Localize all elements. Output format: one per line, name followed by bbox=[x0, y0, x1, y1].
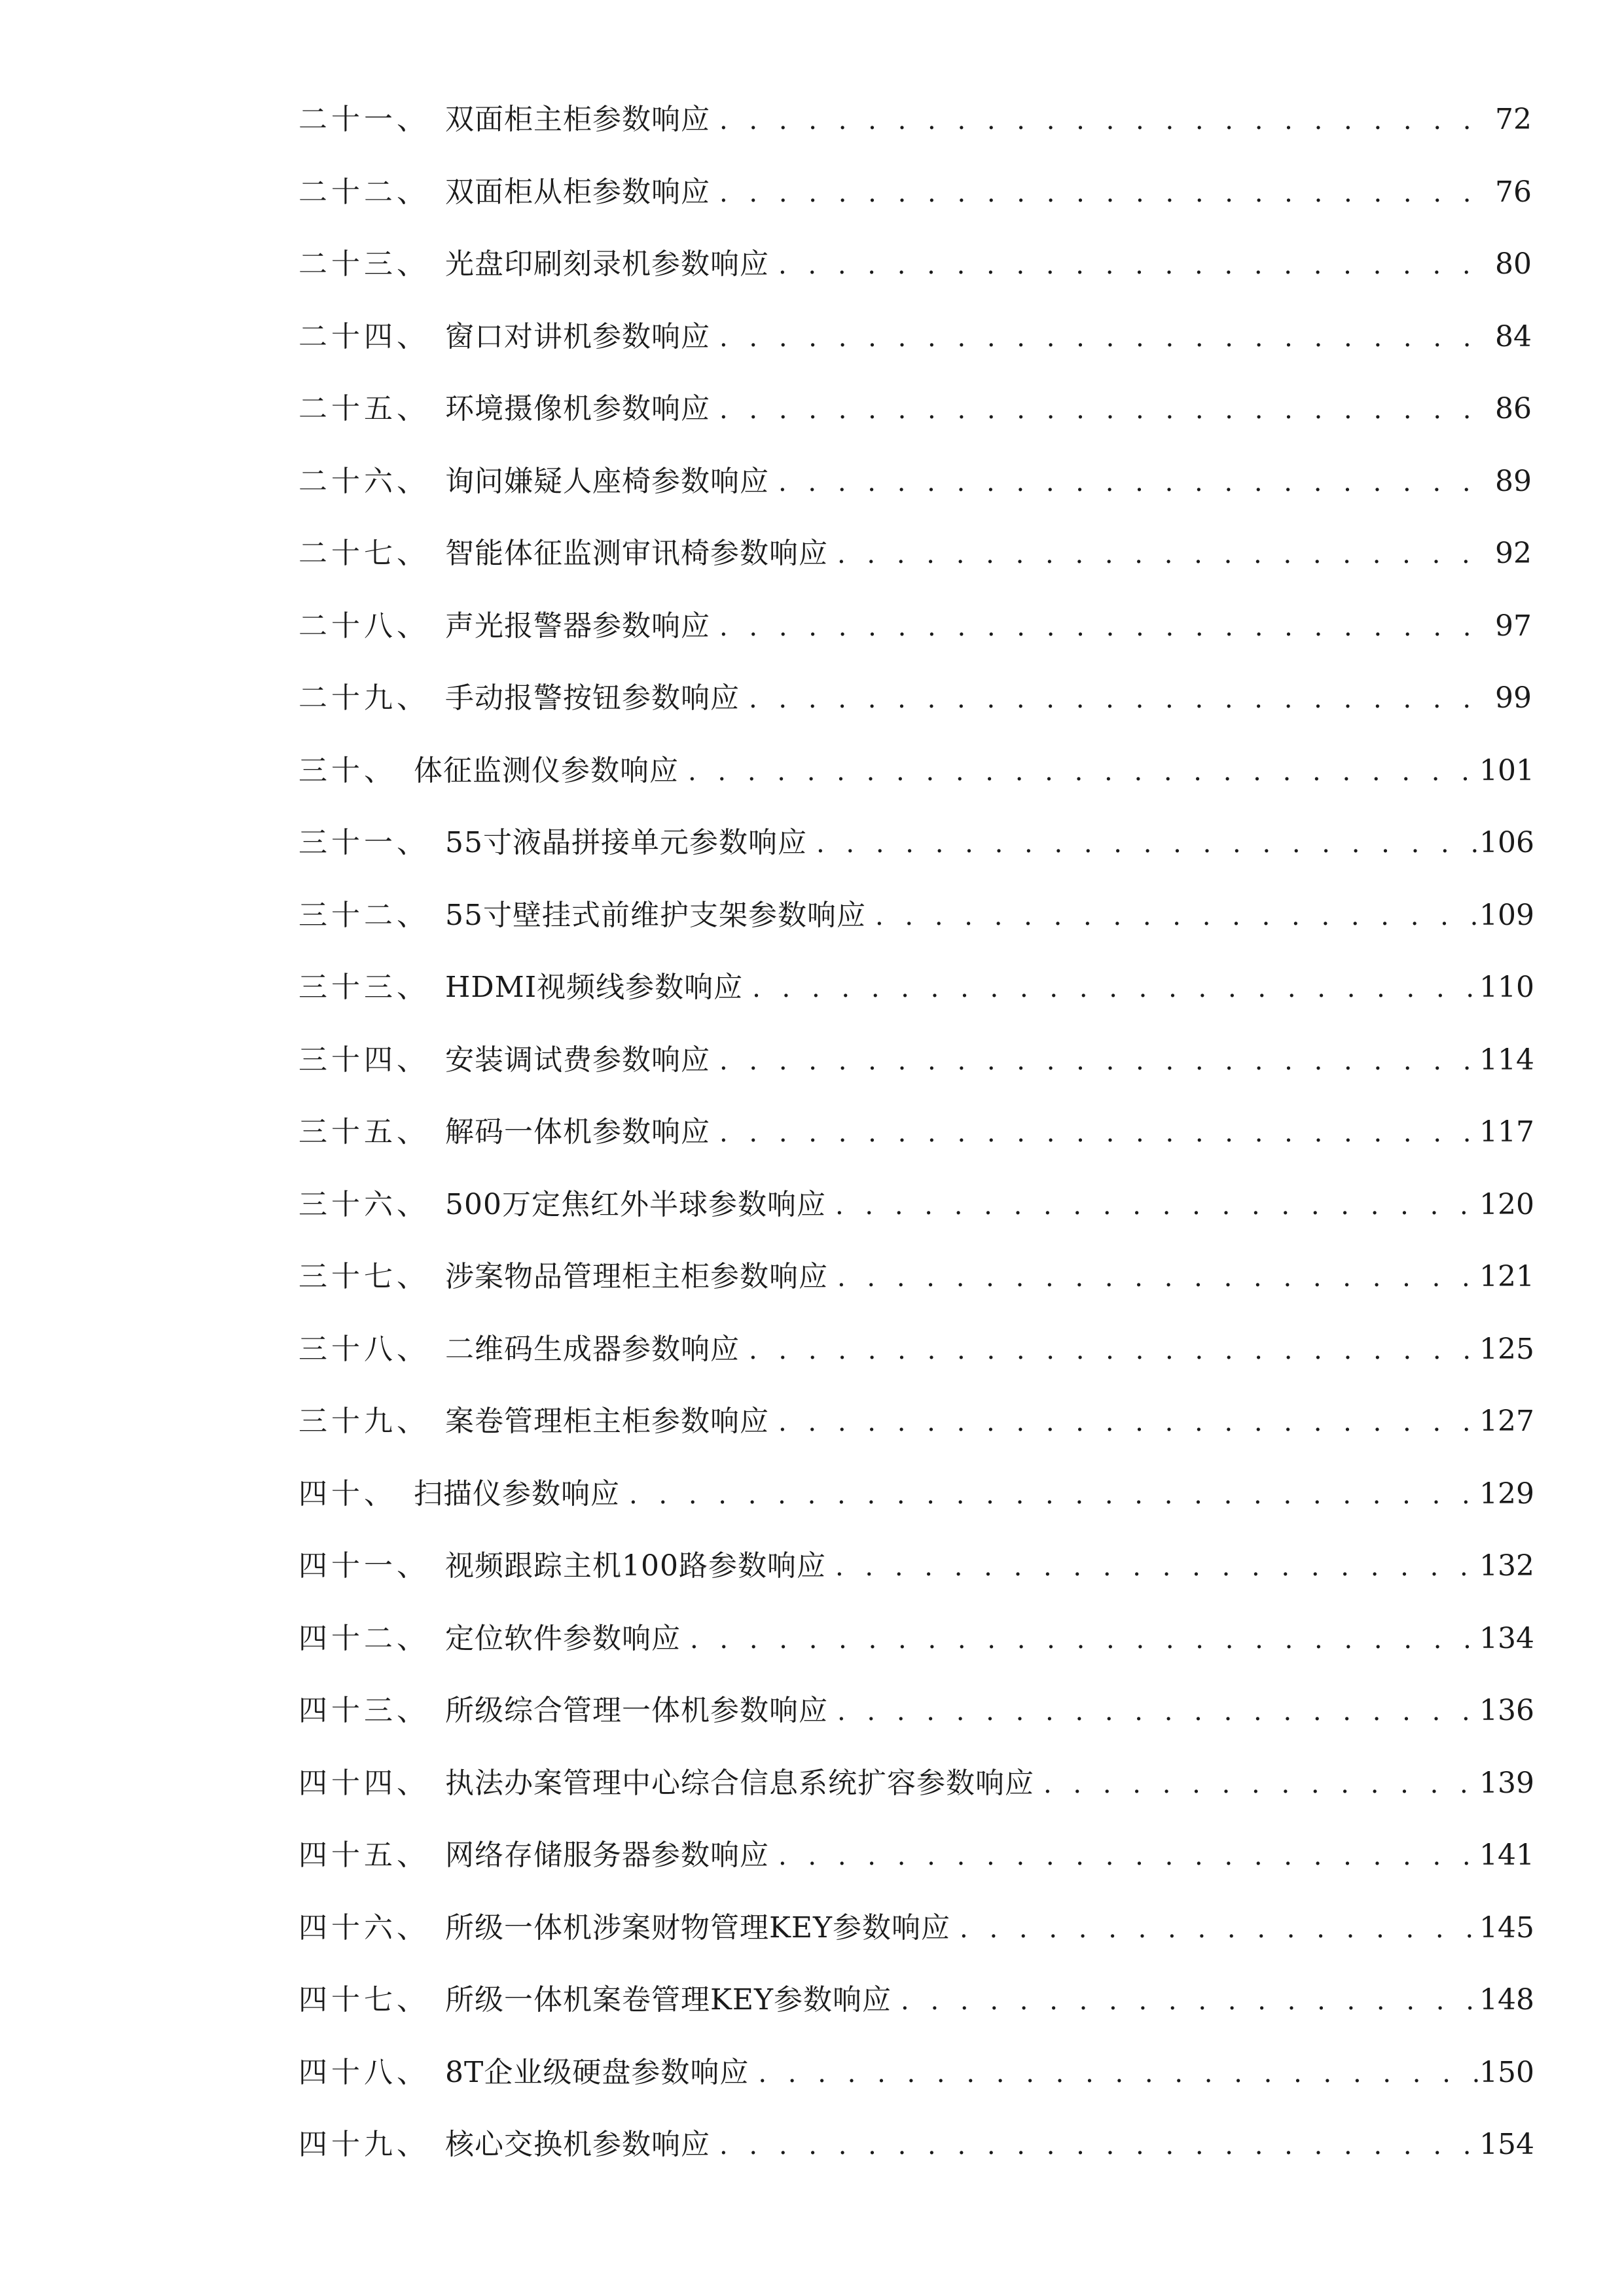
toc-entry-number: 四十、 bbox=[298, 1477, 397, 1511]
toc-entry-number: 三十九、 bbox=[298, 1405, 429, 1438]
dot-leader bbox=[740, 676, 1479, 722]
toc-entry-title: 手动报警按钮参数响应 bbox=[445, 681, 740, 715]
toc-entry-title: 所级一体机案卷管理KEY参数响应 bbox=[445, 1983, 892, 2017]
toc-entry-page-number: 145 bbox=[1479, 1910, 1534, 1945]
toc-entry-number: 二十九、 bbox=[298, 681, 429, 715]
toc-entry-title: 环境摄像机参数响应 bbox=[445, 392, 710, 425]
dot-leader bbox=[1034, 1761, 1479, 1807]
toc-entry-title: 核心交换机参数响应 bbox=[445, 2128, 710, 2161]
toc-entry-title: HDMI视频线参数响应 bbox=[445, 971, 744, 1004]
toc-entry-number: 三十二、 bbox=[298, 898, 429, 932]
dot-leader bbox=[769, 242, 1479, 288]
dot-leader bbox=[866, 893, 1479, 939]
dot-leader bbox=[769, 1399, 1479, 1445]
toc-entry[interactable] bbox=[298, 1182, 1532, 1255]
toc-entry-page-number: 148 bbox=[1479, 1983, 1534, 2017]
toc-entry-number: 四十四、 bbox=[298, 1766, 429, 1800]
toc-entry[interactable] bbox=[298, 820, 1532, 893]
dot-leader bbox=[769, 459, 1479, 505]
toc-entry[interactable] bbox=[298, 1327, 1532, 1399]
toc-entry-page-number: 110 bbox=[1479, 971, 1534, 1004]
dot-leader bbox=[828, 1689, 1479, 1734]
dot-leader bbox=[749, 2051, 1479, 2096]
toc-entry-page-number: 109 bbox=[1479, 898, 1534, 932]
toc-entry[interactable] bbox=[298, 1905, 1532, 1978]
toc-entry[interactable] bbox=[298, 1833, 1532, 1905]
toc-entry-number: 二十三、 bbox=[298, 247, 429, 281]
dot-leader bbox=[710, 1110, 1479, 1156]
dot-leader bbox=[710, 315, 1479, 361]
toc-entry-page-number: 141 bbox=[1479, 1839, 1534, 1872]
toc-entry-number: 四十六、 bbox=[298, 1910, 429, 1945]
dot-leader bbox=[826, 1183, 1479, 1229]
toc-entry-number: 二十七、 bbox=[298, 537, 429, 570]
toc-entry-page-number: 97 bbox=[1495, 609, 1532, 643]
toc-entry-page-number: 86 bbox=[1495, 392, 1532, 425]
toc-entry-page-number: 132 bbox=[1479, 1549, 1534, 1583]
toc-entry-number: 二十六、 bbox=[298, 464, 429, 498]
toc-entry-page-number: 129 bbox=[1479, 1477, 1534, 1511]
toc-entry[interactable] bbox=[298, 386, 1532, 459]
toc-entry-title: 解码一体机参数响应 bbox=[445, 1115, 710, 1149]
toc-entry-number: 二十二、 bbox=[298, 175, 429, 209]
toc-entry[interactable] bbox=[298, 242, 1532, 314]
dot-leader bbox=[769, 1833, 1479, 1879]
toc-entry[interactable] bbox=[298, 1471, 1532, 1544]
dot-leader bbox=[828, 531, 1479, 577]
toc-entry-page-number: 99 bbox=[1495, 681, 1532, 715]
toc-entry-page-number: 134 bbox=[1479, 1621, 1534, 1655]
toc-entry[interactable] bbox=[298, 1399, 1532, 1471]
toc-entry-page-number: 76 bbox=[1495, 175, 1532, 209]
toc-entry-number: 四十九、 bbox=[298, 2128, 429, 2161]
toc-entry-number: 四十七、 bbox=[298, 1983, 429, 2017]
toc-entry-number: 二十八、 bbox=[298, 609, 429, 643]
dot-leader bbox=[743, 965, 1479, 1011]
toc-entry[interactable] bbox=[298, 675, 1532, 748]
toc-entry-number: 三十六、 bbox=[298, 1187, 429, 1221]
dot-leader bbox=[807, 821, 1479, 867]
toc-entry-page-number: 125 bbox=[1479, 1332, 1534, 1366]
toc-entry[interactable] bbox=[298, 1543, 1532, 1616]
table-of-contents bbox=[298, 97, 1532, 2195]
toc-entry-page-number: 114 bbox=[1479, 1043, 1534, 1077]
toc-entry-title: 扫描仪参数响应 bbox=[414, 1477, 620, 1511]
toc-entry-title: 涉案物品管理柜主柜参数响应 bbox=[445, 1260, 828, 1293]
toc-entry-title: 视频跟踪主机100路参数响应 bbox=[445, 1549, 826, 1583]
toc-entry-title: 二维码生成器参数响应 bbox=[445, 1332, 740, 1366]
toc-entry-title: 执法办案管理中心综合信息系统扩容参数响应 bbox=[445, 1766, 1034, 1800]
dot-leader bbox=[710, 98, 1479, 143]
toc-entry-title: 双面柜从柜参数响应 bbox=[445, 175, 710, 209]
toc-entry-title: 案卷管理柜主柜参数响应 bbox=[445, 1405, 769, 1438]
toc-entry-number: 三十七、 bbox=[298, 1260, 429, 1293]
toc-entry-title: 智能体征监测审讯椅参数响应 bbox=[445, 537, 828, 570]
toc-entry-number: 四十八、 bbox=[298, 2055, 429, 2089]
toc-entry-page-number: 89 bbox=[1495, 464, 1532, 498]
toc-entry-title: 所级综合管理一体机参数响应 bbox=[445, 1694, 828, 1727]
toc-entry[interactable] bbox=[298, 459, 1532, 531]
toc-entry[interactable] bbox=[298, 2122, 1532, 2195]
toc-entry[interactable] bbox=[298, 1977, 1532, 2050]
toc-entry-page-number: 136 bbox=[1479, 1694, 1534, 1727]
dot-leader bbox=[681, 1617, 1479, 1662]
toc-entry-title: 窗口对讲机参数响应 bbox=[445, 319, 710, 353]
toc-entry-title: 双面柜主柜参数响应 bbox=[445, 103, 710, 136]
toc-entry[interactable] bbox=[298, 1254, 1532, 1327]
toc-entry-title: 声光报警器参数响应 bbox=[445, 609, 710, 643]
toc-entry-title: 询问嫌疑人座椅参数响应 bbox=[445, 464, 769, 498]
toc-entry-page-number: 154 bbox=[1479, 2128, 1534, 2161]
toc-entry[interactable] bbox=[298, 170, 1532, 242]
toc-entry[interactable] bbox=[298, 1037, 1532, 1110]
toc-entry-title: 定位软件参数响应 bbox=[445, 1621, 681, 1655]
toc-entry[interactable] bbox=[298, 97, 1532, 170]
toc-entry-number: 三十八、 bbox=[298, 1332, 429, 1366]
toc-entry-number: 四十一、 bbox=[298, 1549, 429, 1583]
dot-leader bbox=[710, 170, 1479, 216]
toc-entry[interactable] bbox=[298, 1109, 1532, 1182]
toc-entry-page-number: 150 bbox=[1479, 2055, 1534, 2089]
dot-leader bbox=[710, 1038, 1479, 1084]
toc-entry[interactable] bbox=[298, 603, 1532, 676]
toc-entry-number: 三十五、 bbox=[298, 1115, 429, 1149]
toc-entry[interactable] bbox=[298, 893, 1532, 965]
dot-leader bbox=[710, 2123, 1479, 2168]
toc-entry-number: 四十二、 bbox=[298, 1621, 429, 1655]
toc-entry-number: 三十一、 bbox=[298, 826, 429, 859]
toc-entry-page-number: 120 bbox=[1479, 1187, 1534, 1221]
dot-leader bbox=[740, 1327, 1479, 1373]
toc-entry-number: 四十五、 bbox=[298, 1839, 429, 1872]
toc-entry-number: 二十五、 bbox=[298, 392, 429, 425]
toc-entry-title: 安装调试费参数响应 bbox=[445, 1043, 710, 1077]
toc-entry-page-number: 127 bbox=[1479, 1405, 1534, 1438]
toc-entry[interactable] bbox=[298, 748, 1532, 821]
toc-entry-number: 二十一、 bbox=[298, 103, 429, 136]
toc-entry-page-number: 84 bbox=[1495, 319, 1532, 353]
dot-leader bbox=[710, 604, 1479, 650]
toc-entry-page-number: 121 bbox=[1479, 1260, 1534, 1293]
toc-entry-title: 500万定焦红外半球参数响应 bbox=[445, 1187, 826, 1221]
toc-entry-number: 四十三、 bbox=[298, 1694, 429, 1727]
toc-entry-title: 体征监测仪参数响应 bbox=[414, 753, 679, 787]
dot-leader bbox=[892, 1978, 1479, 2024]
toc-entry-page-number: 139 bbox=[1479, 1766, 1534, 1800]
toc-entry-page-number: 80 bbox=[1495, 247, 1532, 281]
toc-entry-title: 网络存储服务器参数响应 bbox=[445, 1839, 769, 1872]
toc-entry-title: 所级一体机涉案财物管理KEY参数响应 bbox=[445, 1910, 951, 1945]
toc-entry[interactable] bbox=[298, 314, 1532, 387]
toc-entry[interactable] bbox=[298, 1761, 1532, 1833]
toc-entry[interactable] bbox=[298, 2050, 1532, 2123]
dot-leader bbox=[950, 1906, 1479, 1952]
toc-entry[interactable] bbox=[298, 531, 1532, 603]
dot-leader bbox=[679, 749, 1479, 795]
toc-entry-page-number: 101 bbox=[1479, 753, 1534, 787]
toc-entry-title: 8T企业级硬盘参数响应 bbox=[445, 2055, 749, 2089]
dot-leader bbox=[710, 387, 1479, 433]
dot-leader bbox=[826, 1544, 1479, 1590]
toc-entry-number: 三十三、 bbox=[298, 971, 429, 1004]
toc-entry-number: 三十四、 bbox=[298, 1043, 429, 1077]
toc-entry-title: 55寸壁挂式前维护支架参数响应 bbox=[445, 898, 866, 932]
toc-entry-page-number: 106 bbox=[1479, 826, 1534, 859]
dot-leader bbox=[828, 1255, 1479, 1300]
toc-entry[interactable] bbox=[298, 1616, 1532, 1689]
toc-entry-number: 三十、 bbox=[298, 753, 397, 787]
toc-entry-title: 光盘印刷刻录机参数响应 bbox=[445, 247, 769, 281]
toc-entry[interactable] bbox=[298, 1688, 1532, 1761]
toc-entry-page-number: 92 bbox=[1495, 537, 1532, 570]
toc-entry-page-number: 72 bbox=[1495, 103, 1532, 136]
dot-leader bbox=[620, 1472, 1479, 1518]
toc-entry-title: 55寸液晶拼接单元参数响应 bbox=[445, 826, 807, 859]
toc-entry-number: 二十四、 bbox=[298, 319, 429, 353]
toc-entry[interactable] bbox=[298, 965, 1532, 1037]
toc-entry-page-number: 117 bbox=[1479, 1115, 1534, 1149]
